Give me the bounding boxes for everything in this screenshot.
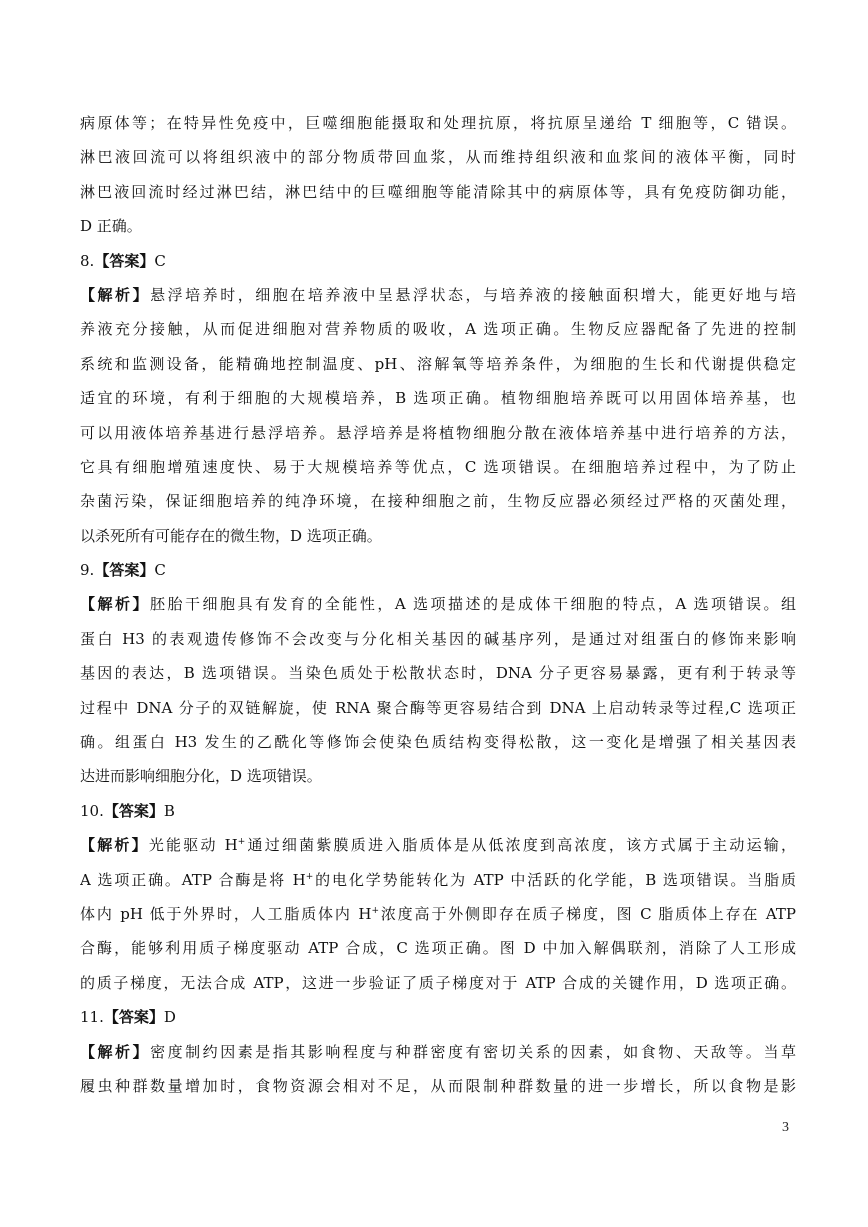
text-line: 杂菌污染，保证细胞培养的纯净环境，在接种细胞之前，生物反应器必须经过严格的灭菌处理， — [80, 492, 796, 511]
analysis-line — [80, 587, 796, 621]
text-fragment: 浓度高于外侧即存在质子梯度，图 C 脂质体上存在 ATP — [378, 904, 796, 923]
text-line: 淋巴液回流可以将组织液中的部分物质带回血浆，从而维持组织液和血浆间的液体平衡，同时 — [80, 148, 796, 167]
analysis-line — [80, 278, 796, 312]
text-line: 基因的表达，B 选项错误。当染色质处于松散状态时，DNA 分子更容易暴露，更有利于转录等 — [80, 664, 796, 683]
text-line: 它具有细胞增殖速度快、易于大规模培养等优点，C 选项错误。在细胞培养过程中，为了防止 — [80, 457, 796, 476]
analysis-label: 【解析】 — [80, 1042, 151, 1061]
text-fragment: A 选项正确。ATP 合酶是将 H — [80, 870, 306, 889]
text-line: 达进而影响细胞分化，D 选项错误。 — [80, 767, 322, 786]
page-content — [80, 106, 796, 1103]
text-line — [80, 897, 796, 931]
analysis-line — [80, 1035, 796, 1069]
text-fragment: 体内 pH 低于外界时，人工脂质体内 H — [80, 904, 372, 923]
text-line: 履虫种群数量增加时，食物资源会相对不足，从而限制种群数量的进一步增长，所以食物是影 — [80, 1076, 796, 1095]
text-line: 病原体等；在特异性免疫中，巨噬细胞能摄取和处理抗原，将抗原呈递给 T 细胞等，C 错误。 — [80, 114, 796, 132]
analysis-label: 【解析】 — [80, 836, 149, 855]
text-line: D 正确。 — [80, 217, 142, 236]
answer-value: D — [163, 1008, 176, 1027]
answer-heading-9 — [80, 553, 796, 587]
answer-label: 【答案】 — [94, 561, 155, 580]
analysis-line — [80, 828, 796, 862]
text-line — [80, 863, 796, 897]
text-fragment: 的电化学势能转化为 ATP 中活跃的化学能，B 选项错误。当脂质 — [313, 870, 796, 889]
answer-value: B — [163, 801, 175, 820]
superscript: + — [305, 871, 314, 882]
question-number: 10. — [80, 801, 104, 820]
text-line: 可以用液体培养基进行悬浮培养。悬浮培养是将植物细胞分散在液体培养基中进行培养的方法， — [80, 423, 796, 442]
question-number: 9. — [80, 561, 95, 580]
text-fragment: 光能驱动 H — [148, 836, 238, 855]
text-line: 适宜的环境，有利于细胞的大规模培养，B 选项正确。植物细胞培养既可以用固体培养基，也 — [80, 389, 796, 408]
page-number: 3 — [782, 1120, 789, 1135]
superscript: + — [371, 905, 379, 916]
text-line: 蛋白 H3 的表观遗传修饰不会改变与分化相关基因的碱基序列，是通过对组蛋白的修饰来影响 — [80, 629, 796, 648]
answer-label: 【答案】 — [103, 801, 164, 820]
text-line: 确。组蛋白 H3 发生的乙酰化等修饰会使染色质结构变得松散，这一变化是增强了相关基因表 — [80, 733, 796, 752]
superscript: + — [237, 837, 246, 848]
text-line: 以杀死所有可能存在的微生物，D 选项正确。 — [80, 526, 382, 545]
answer-label: 【答案】 — [94, 251, 155, 270]
answer-heading-11 — [80, 1000, 796, 1034]
analysis-label: 【解析】 — [80, 595, 150, 614]
text-line: 系统和监测设备，能精确地控制温度、pH、溶解氧等培养条件，为细胞的生长和代谢提供稳定 — [80, 354, 796, 373]
question-number: 11. — [80, 1008, 104, 1027]
text-fragment: 通过细菌紫膜质进入脂质体是从低浓度到高浓度，该方式属于主动运输， — [245, 836, 796, 855]
text-line: 胚胎干细胞具有发育的全能性，A 选项描述的是成体干细胞的特点，A 选项错误。组 — [149, 595, 796, 614]
question-number: 8. — [80, 251, 95, 270]
answer-value: C — [154, 251, 166, 270]
text-line: 密度制约因素是指其影响程度与种群密度有密切关系的因素，如食物、天敌等。当草 — [150, 1042, 796, 1061]
text-line: 合酶，能够利用质子梯度驱动 ATP 合成，C 选项正确。图 D 中加入解偶联剂，消除了人工形成 — [80, 939, 796, 958]
text-line: 养液充分接触，从而促进细胞对营养物质的吸收，A 选项正确。生物反应器配备了先进的控制 — [80, 320, 796, 339]
answer-heading-10 — [80, 794, 796, 828]
text-line: 的质子梯度，无法合成 ATP，这进一步验证了质子梯度对于 ATP 合成的关键作用，D 选项正确。 — [80, 973, 796, 992]
analysis-label: 【解析】 — [80, 285, 151, 304]
text-line: 悬浮培养时，细胞在培养液中呈悬浮状态，与培养液的接触面积增大，能更好地与培 — [150, 285, 796, 304]
text-line: 淋巴液回流时经过淋巴结，淋巴结中的巨噬细胞等能清除其中的病原体等，具有免疫防御功能， — [80, 182, 796, 201]
answer-heading-8 — [80, 244, 796, 278]
text-line: 过程中 DNA 分子的双链解旋，使 RNA 聚合酶等更容易结合到 DNA 上启动转录等过程,C 选项正 — [80, 698, 796, 717]
answer-label: 【答案】 — [103, 1008, 164, 1027]
answer-value: C — [154, 561, 166, 580]
